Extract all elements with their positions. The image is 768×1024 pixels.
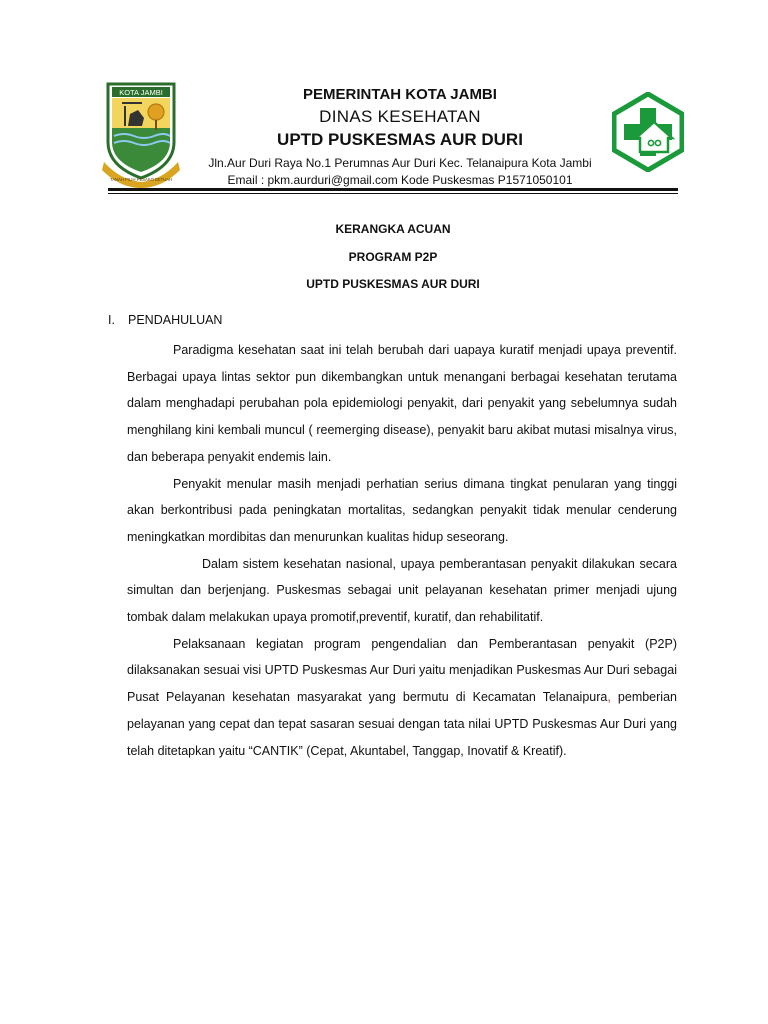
doc-unit: UPTD PUSKESMAS AUR DURI	[306, 277, 480, 291]
paragraph-4-comma: ,	[607, 690, 611, 705]
letterhead	[190, 84, 610, 188]
body-text	[127, 337, 677, 764]
puskesmas-emblem-icon	[612, 92, 684, 172]
paragraph-2: Penyakit menular masih menjadi perhatian serius dimana tingkat penularan yang tinggi akan berkontribusi pada peningkatan mortalitas, sedangkan penyakit tidak menular cenderung meningkatkan mordibitas dan menurunkan kualitas hidup seseorang.	[127, 476, 677, 544]
section-heading	[108, 311, 222, 329]
section-number: I.	[108, 313, 115, 327]
section-title: PENDAHULUAN	[128, 313, 223, 327]
contact-line: Email : pkm.aurduri@gmail.com Kode Puskesmas P1571050101	[227, 173, 573, 187]
crest-ribbon-text: TANAH PILIH PESAKO BETUAH	[109, 177, 173, 182]
government-name: PEMERINTAH KOTA JAMBI	[303, 86, 497, 103]
agency-name: DINAS KESEHATAN	[319, 107, 481, 126]
letterhead-divider-thick	[108, 188, 678, 191]
kota-jambi-crest-icon	[100, 80, 182, 188]
doc-title: KERANGKA ACUAN	[335, 222, 451, 236]
paragraph-4	[127, 631, 677, 765]
paragraph-4-part-b: pemberian pelayanan yang cepat dan tepat sasaran sesuai dengan tata nilai UPTD Puskesmas Aur Duri yang telah ditetapkan yaitu “CANTIK” (Cepat, Akuntabel, Tanggap, Inovatif & Kreatif).	[127, 690, 677, 758]
paragraph-3: Dalam sistem kesehatan nasional, upaya pemberantasan penyakit dilakukan secara simultan dan berjenjang. Puskesmas sebagai unit pelayanan kesehatan primer menjadi ujung tombak dalam melakukan upaya promotif,preventif, kuratif, dan rehabilitatif.	[127, 556, 677, 625]
paragraph-1: Paradigma kesehatan saat ini telah berubah dari uapaya kuratif menjadi upaya preventif. Berbagai upaya lintas sektor pun dikembangkan untuk menangani berbagai kesehatan terutama dalam menghadapi perubahan pola epidemiologi penyakit, dari penyakit yang sebelumnya sudah menghilang kini kembali muncul ( reemerging disease), penyakit baru akibat mutasi misalnya virus, dan beberapa penyakit endemis lain.	[127, 343, 677, 464]
letterhead-divider-thin	[108, 193, 678, 194]
doc-program: PROGRAM P2P	[348, 249, 438, 264]
puskesmas-name: UPTD PUSKESMAS AUR DURI	[277, 130, 523, 149]
paragraph-4-part-a: Pelaksanaan kegiatan program pengendalian dan Pemberantasan penyakit (P2P) dilaksanakan sesuai visi UPTD Puskesmas Aur Duri yaitu menjadikan Puskesmas Aur Duri sebagai Pusat Pelayanan kesehatan masyarakat yang bermutu di Kecamatan Telanaipura	[127, 636, 677, 705]
crest-banner-text: KOTA JAMBI	[119, 88, 163, 97]
address-line: Jln.Aur Duri Raya No.1 Perumnas Aur Duri Kec. Telanaipura Kota Jambi	[208, 156, 592, 170]
document-titles	[108, 220, 678, 303]
